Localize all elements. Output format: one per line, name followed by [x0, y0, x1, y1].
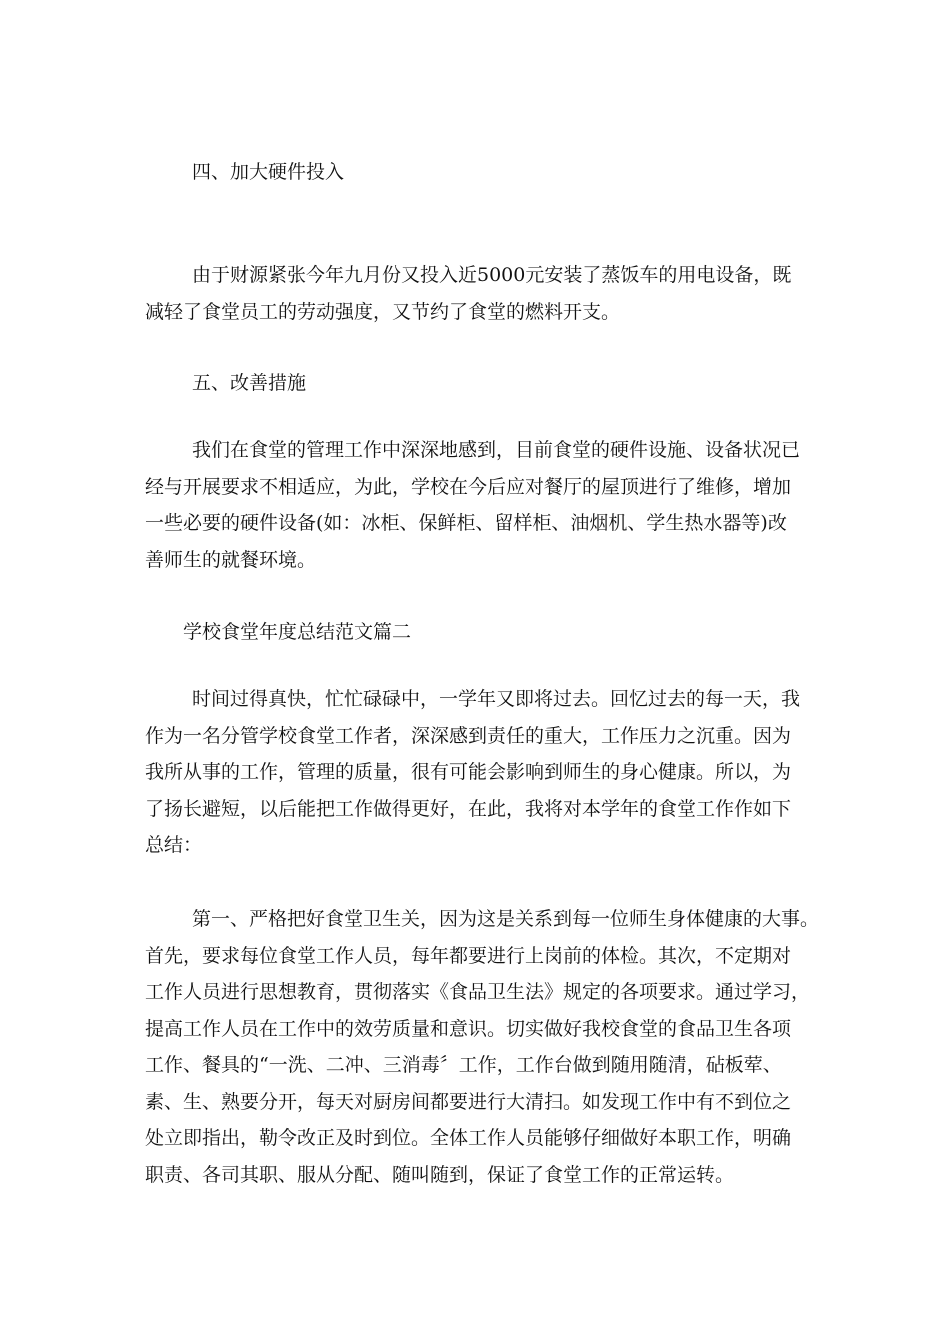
paragraph-line: 职责、各司其职、服从分配、随叫随到，保证了食堂工作的正常运转。	[145, 1163, 735, 1186]
paragraph-line: 提高工作人员在工作中的效劳质量和意识。切实做好我校食堂的食品卫生各项	[145, 1017, 792, 1040]
paragraph-line: 我们在食堂的管理工作中深深地感到，目前食堂的硬件设施、设备状况已	[192, 439, 801, 461]
paragraph-line: 减轻了食堂员工的劳动强度，又节约了食堂的燃料开支。	[145, 300, 621, 323]
section-heading-improvement: 五、改善措施	[192, 372, 307, 394]
paragraph-line: 素、生、熟要分开，每天对厨房间都要进行大清扫。如发现工作中有不到位之	[145, 1090, 792, 1113]
paragraph-line: 处立即指出，勒令改正及时到位。全体工作人员能够仔细做好本职工作，明确	[145, 1127, 792, 1149]
paragraph-line: 经与开展要求不相适应，为此，学校在今后应对餐厅的屋顶进行了维修，增加	[145, 475, 792, 498]
section-heading-hardware: 四、加大硬件投入	[192, 161, 345, 183]
paragraph-hygiene	[145, 901, 825, 1193]
article-title: 学校食堂年度总结范文篇二	[183, 621, 412, 643]
paragraph-line: 首先，要求每位食堂工作人员，每年都要进行上岗前的体检。其次，不定期对	[145, 944, 792, 967]
paragraph-line: 工作、餐具的“一洗、二冲、三消毒〞工作，工作台做到随用随清，砧板荤、	[145, 1054, 782, 1076]
paragraph-line: 了扬长避短，以后能把工作做得更好，在此，我将对本学年的食堂工作作如下	[145, 797, 792, 820]
paragraph-line: 一些必要的硬件设备(如：冰柜、保鲜柜、留样柜、油烟机、学生热水器等)改	[145, 512, 787, 534]
paragraph-line: 第一、严格把好食堂卫生关，因为这是关系到每一位师生身体健康的大事。	[192, 908, 820, 930]
paragraph-line: 作为一名分管学校食堂工作者，深深感到责任的重大，工作压力之沉重。因为	[145, 724, 792, 747]
paragraph-hardware	[145, 257, 825, 330]
paragraph-improvement	[145, 432, 825, 578]
paragraph-line: 工作人员进行思想教育，贯彻落实《食品卫生法》规定的各项要求。通过学习，	[145, 981, 811, 1003]
paragraph-line: 时间过得真快，忙忙碌碌中，一学年又即将过去。回忆过去的每一天，我	[192, 688, 801, 710]
paragraph-line: 总结：	[145, 834, 203, 856]
paragraph-line: 善师生的就餐环境。	[145, 548, 317, 571]
paragraph-intro	[145, 681, 825, 864]
paragraph-line: 由于财源紧张今年九月份又投入近5000元安装了蒸饭车的用电设备，既	[192, 264, 792, 286]
paragraph-line: 我所从事的工作，管理的质量，很有可能会影响到师生的身心健康。所以，为	[145, 761, 792, 783]
